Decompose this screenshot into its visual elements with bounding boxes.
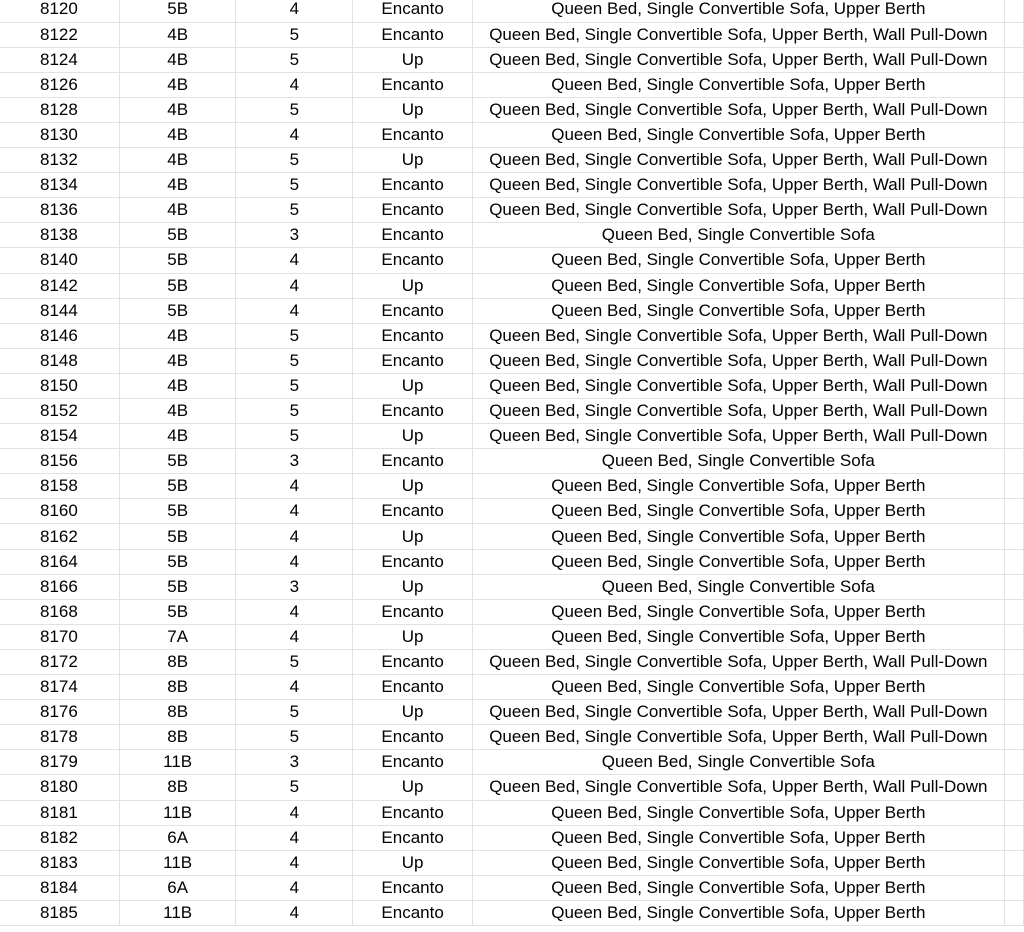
cabin-cell[interactable]: 8183 [0,850,119,875]
beds-cell[interactable]: Queen Bed, Single Convertible Sofa, Upper Berth [472,72,1004,97]
location-cell[interactable]: Encanto [353,198,473,223]
beds-cell[interactable]: Queen Bed, Single Convertible Sofa, Upper Berth, Wall Pull-Down [472,198,1004,223]
category-cell[interactable]: 8B [119,775,236,800]
category-cell[interactable]: 5B [119,599,236,624]
occupancy-cell[interactable]: 5 [236,148,353,173]
empty-cell[interactable] [1004,900,1023,925]
empty-cell[interactable] [1004,750,1023,775]
cabin-cell[interactable]: 8138 [0,223,119,248]
beds-cell[interactable]: Queen Bed, Single Convertible Sofa, Upper Berth, Wall Pull-Down [472,649,1004,674]
occupancy-cell[interactable]: 3 [236,449,353,474]
cabin-cell[interactable]: 8136 [0,198,119,223]
empty-cell[interactable] [1004,72,1023,97]
occupancy-cell[interactable]: 5 [236,399,353,424]
beds-cell[interactable]: Queen Bed, Single Convertible Sofa [472,750,1004,775]
cabin-cell[interactable]: 8132 [0,148,119,173]
location-cell[interactable]: Encanto [353,750,473,775]
category-cell[interactable]: 5B [119,499,236,524]
category-cell[interactable]: 5B [119,524,236,549]
category-cell[interactable]: 4B [119,173,236,198]
category-cell[interactable]: 11B [119,800,236,825]
cabin-cell[interactable]: 8166 [0,574,119,599]
empty-cell[interactable] [1004,248,1023,273]
occupancy-cell[interactable]: 4 [236,850,353,875]
category-cell[interactable]: 5B [119,574,236,599]
category-cell[interactable]: 8B [119,725,236,750]
beds-cell[interactable]: Queen Bed, Single Convertible Sofa, Upper Berth [472,273,1004,298]
table-row [0,825,1024,850]
category-cell[interactable]: 5B [119,273,236,298]
location-cell[interactable]: Up [353,850,473,875]
empty-cell[interactable] [1004,298,1023,323]
beds-cell[interactable]: Queen Bed, Single Convertible Sofa, Upper Berth [472,675,1004,700]
location-cell[interactable]: Encanto [353,599,473,624]
occupancy-cell[interactable]: 5 [236,97,353,122]
beds-cell[interactable]: Queen Bed, Single Convertible Sofa, Upper Berth [472,524,1004,549]
beds-cell[interactable]: Queen Bed, Single Convertible Sofa, Upper Berth, Wall Pull-Down [472,47,1004,72]
location-cell[interactable]: Encanto [353,900,473,925]
occupancy-cell[interactable]: 4 [236,800,353,825]
cabin-cell[interactable]: 8152 [0,399,119,424]
occupancy-cell[interactable]: 4 [236,298,353,323]
occupancy-cell[interactable]: 5 [236,47,353,72]
occupancy-cell[interactable]: 5 [236,323,353,348]
location-cell[interactable]: Up [353,700,473,725]
table-row [0,624,1024,649]
table-row [0,524,1024,549]
table-row [0,875,1024,900]
beds-cell[interactable]: Queen Bed, Single Convertible Sofa, Upper Berth [472,549,1004,574]
beds-cell[interactable]: Queen Bed, Single Convertible Sofa, Upper Berth [472,624,1004,649]
category-cell[interactable]: 4B [119,47,236,72]
cabin-cell[interactable]: 8140 [0,248,119,273]
occupancy-cell[interactable]: 4 [236,248,353,273]
location-cell[interactable]: Up [353,424,473,449]
category-cell[interactable]: 8B [119,649,236,674]
occupancy-cell[interactable]: 4 [236,0,353,22]
empty-cell[interactable] [1004,499,1023,524]
cabin-cell[interactable]: 8178 [0,725,119,750]
category-cell[interactable]: 4B [119,348,236,373]
category-cell[interactable]: 4B [119,399,236,424]
table-row [0,424,1024,449]
occupancy-cell[interactable]: 4 [236,675,353,700]
occupancy-cell[interactable]: 5 [236,22,353,47]
empty-cell[interactable] [1004,373,1023,398]
location-cell[interactable]: Up [353,148,473,173]
table-row [0,22,1024,47]
table-row [0,474,1024,499]
cabin-cell[interactable]: 8130 [0,122,119,147]
table-row [0,298,1024,323]
category-cell[interactable]: 7A [119,624,236,649]
location-cell[interactable]: Up [353,775,473,800]
location-cell[interactable]: Encanto [353,649,473,674]
location-cell[interactable]: Up [353,624,473,649]
occupancy-cell[interactable]: 4 [236,599,353,624]
occupancy-cell[interactable]: 5 [236,700,353,725]
cabin-cell[interactable]: 8162 [0,524,119,549]
occupancy-cell[interactable]: 5 [236,348,353,373]
empty-cell[interactable] [1004,800,1023,825]
location-cell[interactable]: Up [353,97,473,122]
cabin-cell[interactable]: 8150 [0,373,119,398]
category-cell[interactable]: 11B [119,900,236,925]
table-row [0,675,1024,700]
table-row [0,273,1024,298]
empty-cell[interactable] [1004,449,1023,474]
location-cell[interactable]: Up [353,273,473,298]
empty-cell[interactable] [1004,775,1023,800]
cabin-cell[interactable]: 8168 [0,599,119,624]
empty-cell[interactable] [1004,273,1023,298]
empty-cell[interactable] [1004,825,1023,850]
table-row [0,449,1024,474]
table-row [0,574,1024,599]
location-cell[interactable]: Encanto [353,399,473,424]
location-cell[interactable]: Encanto [353,22,473,47]
empty-cell[interactable] [1004,649,1023,674]
occupancy-cell[interactable]: 5 [236,775,353,800]
cabin-cell[interactable]: 8126 [0,72,119,97]
cabin-cell[interactable]: 8174 [0,675,119,700]
category-cell[interactable]: 4B [119,122,236,147]
cabin-cell[interactable]: 8122 [0,22,119,47]
beds-cell[interactable]: Queen Bed, Single Convertible Sofa, Upper Berth, Wall Pull-Down [472,725,1004,750]
occupancy-cell[interactable]: 5 [236,198,353,223]
location-cell[interactable]: Encanto [353,72,473,97]
table-row [0,47,1024,72]
empty-cell[interactable] [1004,850,1023,875]
location-cell[interactable]: Encanto [353,122,473,147]
table-row [0,323,1024,348]
beds-cell[interactable]: Queen Bed, Single Convertible Sofa, Upper Berth [472,248,1004,273]
occupancy-cell[interactable]: 4 [236,825,353,850]
category-cell[interactable]: 4B [119,373,236,398]
beds-cell[interactable]: Queen Bed, Single Convertible Sofa, Upper Berth [472,800,1004,825]
location-cell[interactable]: Encanto [353,348,473,373]
category-cell[interactable]: 5B [119,0,236,22]
empty-cell[interactable] [1004,0,1023,22]
category-cell[interactable]: 6A [119,875,236,900]
table-row [0,599,1024,624]
cabin-cell[interactable]: 8185 [0,900,119,925]
occupancy-cell[interactable]: 4 [236,900,353,925]
occupancy-cell[interactable]: 4 [236,72,353,97]
location-cell[interactable]: Encanto [353,449,473,474]
cabin-cell[interactable]: 8128 [0,97,119,122]
cabin-cell[interactable]: 8134 [0,173,119,198]
empty-cell[interactable] [1004,875,1023,900]
empty-cell[interactable] [1004,148,1023,173]
cabin-cell[interactable]: 8160 [0,499,119,524]
category-cell[interactable]: 5B [119,223,236,248]
cabin-cell[interactable]: 8148 [0,348,119,373]
table-row [0,248,1024,273]
table-row [0,173,1024,198]
location-cell[interactable]: Encanto [353,223,473,248]
table-row [0,72,1024,97]
location-cell[interactable]: Up [353,474,473,499]
beds-cell[interactable]: Queen Bed, Single Convertible Sofa, Upper Berth [472,825,1004,850]
empty-cell[interactable] [1004,173,1023,198]
beds-cell[interactable]: Queen Bed, Single Convertible Sofa, Upper Berth, Wall Pull-Down [472,97,1004,122]
empty-cell[interactable] [1004,574,1023,599]
occupancy-cell[interactable]: 4 [236,474,353,499]
category-cell[interactable]: 5B [119,248,236,273]
category-cell[interactable]: 11B [119,850,236,875]
location-cell[interactable]: Encanto [353,875,473,900]
occupancy-cell[interactable]: 5 [236,725,353,750]
category-cell[interactable]: 4B [119,198,236,223]
location-cell[interactable]: Up [353,373,473,398]
category-cell[interactable]: 4B [119,424,236,449]
occupancy-cell[interactable]: 5 [236,649,353,674]
category-cell[interactable]: 6A [119,825,236,850]
table-row [0,348,1024,373]
category-cell[interactable]: 5B [119,449,236,474]
location-cell[interactable]: Encanto [353,825,473,850]
occupancy-cell[interactable]: 4 [236,875,353,900]
beds-cell[interactable]: Queen Bed, Single Convertible Sofa, Upper Berth [472,0,1004,22]
occupancy-cell[interactable]: 4 [236,524,353,549]
beds-cell[interactable]: Queen Bed, Single Convertible Sofa, Upper Berth [472,499,1004,524]
empty-cell[interactable] [1004,399,1023,424]
table-row [0,223,1024,248]
category-cell[interactable]: 4B [119,97,236,122]
occupancy-cell[interactable]: 5 [236,173,353,198]
table-row [0,399,1024,424]
table-row [0,148,1024,173]
beds-cell[interactable]: Queen Bed, Single Convertible Sofa, Upper Berth, Wall Pull-Down [472,775,1004,800]
category-cell[interactable]: 11B [119,750,236,775]
category-cell[interactable]: 8B [119,675,236,700]
location-cell[interactable]: Encanto [353,675,473,700]
cabin-cell[interactable]: 8154 [0,424,119,449]
beds-cell[interactable]: Queen Bed, Single Convertible Sofa, Upper Berth, Wall Pull-Down [472,399,1004,424]
cabin-cell[interactable]: 8181 [0,800,119,825]
table-row [0,775,1024,800]
cabin-cell[interactable]: 8180 [0,775,119,800]
empty-cell[interactable] [1004,97,1023,122]
table-row [0,373,1024,398]
beds-cell[interactable]: Queen Bed, Single Convertible Sofa, Upper Berth, Wall Pull-Down [472,323,1004,348]
beds-cell[interactable]: Queen Bed, Single Convertible Sofa, Upper Berth, Wall Pull-Down [472,348,1004,373]
location-cell[interactable]: Encanto [353,173,473,198]
cabin-cell[interactable]: 8182 [0,825,119,850]
table-row [0,700,1024,725]
beds-cell[interactable]: Queen Bed, Single Convertible Sofa [472,574,1004,599]
table-row [0,725,1024,750]
category-cell[interactable]: 4B [119,72,236,97]
table-row [0,549,1024,574]
category-cell[interactable]: 5B [119,474,236,499]
beds-cell[interactable]: Queen Bed, Single Convertible Sofa, Upper Berth [472,850,1004,875]
table-row [0,97,1024,122]
empty-cell[interactable] [1004,424,1023,449]
empty-cell[interactable] [1004,474,1023,499]
beds-cell[interactable]: Queen Bed, Single Convertible Sofa, Upper Berth, Wall Pull-Down [472,148,1004,173]
cabin-cell[interactable]: 8164 [0,549,119,574]
beds-cell[interactable]: Queen Bed, Single Convertible Sofa, Upper Berth, Wall Pull-Down [472,424,1004,449]
cabin-cell[interactable]: 8156 [0,449,119,474]
category-cell[interactable]: 4B [119,22,236,47]
occupancy-cell[interactable]: 3 [236,223,353,248]
category-cell[interactable]: 4B [119,323,236,348]
cabin-cell[interactable]: 8124 [0,47,119,72]
cabin-cell[interactable]: 8172 [0,649,119,674]
beds-cell[interactable]: Queen Bed, Single Convertible Sofa [472,223,1004,248]
beds-cell[interactable]: Queen Bed, Single Convertible Sofa, Upper Berth, Wall Pull-Down [472,700,1004,725]
beds-cell[interactable]: Queen Bed, Single Convertible Sofa, Upper Berth [472,474,1004,499]
empty-cell[interactable] [1004,223,1023,248]
location-cell[interactable]: Encanto [353,499,473,524]
location-cell[interactable]: Encanto [353,800,473,825]
table-row [0,499,1024,524]
empty-cell[interactable] [1004,323,1023,348]
category-cell[interactable]: 8B [119,700,236,725]
empty-cell[interactable] [1004,198,1023,223]
beds-cell[interactable]: Queen Bed, Single Convertible Sofa [472,449,1004,474]
location-cell[interactable]: Up [353,524,473,549]
table-row [0,649,1024,674]
location-cell[interactable]: Up [353,47,473,72]
empty-cell[interactable] [1004,675,1023,700]
beds-cell[interactable]: Queen Bed, Single Convertible Sofa, Upper Berth, Wall Pull-Down [472,173,1004,198]
occupancy-cell[interactable]: 4 [236,499,353,524]
occupancy-cell[interactable]: 3 [236,750,353,775]
location-cell[interactable]: Up [353,574,473,599]
cabin-cell[interactable]: 8146 [0,323,119,348]
empty-cell[interactable] [1004,524,1023,549]
table-row [0,122,1024,147]
location-cell[interactable]: Encanto [353,323,473,348]
empty-cell[interactable] [1004,700,1023,725]
table-row [0,0,1024,22]
cabin-cell[interactable]: 8170 [0,624,119,649]
occupancy-cell[interactable]: 3 [236,574,353,599]
cabin-cell[interactable]: 8176 [0,700,119,725]
table-row [0,850,1024,875]
beds-cell[interactable]: Queen Bed, Single Convertible Sofa, Upper Berth [472,900,1004,925]
beds-cell[interactable]: Queen Bed, Single Convertible Sofa, Upper Berth [472,875,1004,900]
occupancy-cell[interactable]: 4 [236,273,353,298]
beds-cell[interactable]: Queen Bed, Single Convertible Sofa, Upper Berth [472,599,1004,624]
category-cell[interactable]: 5B [119,549,236,574]
location-cell[interactable]: Encanto [353,298,473,323]
occupancy-cell[interactable]: 5 [236,424,353,449]
cabin-cell[interactable]: 8184 [0,875,119,900]
location-cell[interactable]: Encanto [353,248,473,273]
empty-cell[interactable] [1004,122,1023,147]
cabin-cell[interactable]: 8144 [0,298,119,323]
beds-cell[interactable]: Queen Bed, Single Convertible Sofa, Upper Berth [472,298,1004,323]
cabin-cell[interactable]: 8158 [0,474,119,499]
cabin-cell[interactable]: 8120 [0,0,119,22]
occupancy-cell[interactable]: 4 [236,549,353,574]
beds-cell[interactable]: Queen Bed, Single Convertible Sofa, Upper Berth, Wall Pull-Down [472,22,1004,47]
empty-cell[interactable] [1004,47,1023,72]
empty-cell[interactable] [1004,22,1023,47]
occupancy-cell[interactable]: 4 [236,624,353,649]
table-row [0,900,1024,925]
table-row [0,800,1024,825]
beds-cell[interactable]: Queen Bed, Single Convertible Sofa, Upper Berth, Wall Pull-Down [472,373,1004,398]
location-cell[interactable]: Encanto [353,0,473,22]
location-cell[interactable]: Encanto [353,725,473,750]
empty-cell[interactable] [1004,348,1023,373]
cabin-cell[interactable]: 8179 [0,750,119,775]
location-cell[interactable]: Encanto [353,549,473,574]
category-cell[interactable]: 5B [119,298,236,323]
occupancy-cell[interactable]: 5 [236,373,353,398]
cabin-cell[interactable]: 8142 [0,273,119,298]
empty-cell[interactable] [1004,725,1023,750]
empty-cell[interactable] [1004,599,1023,624]
beds-cell[interactable]: Queen Bed, Single Convertible Sofa, Upper Berth [472,122,1004,147]
empty-cell[interactable] [1004,549,1023,574]
occupancy-cell[interactable]: 4 [236,122,353,147]
empty-cell[interactable] [1004,624,1023,649]
table-row [0,750,1024,775]
table-row [0,198,1024,223]
category-cell[interactable]: 4B [119,148,236,173]
